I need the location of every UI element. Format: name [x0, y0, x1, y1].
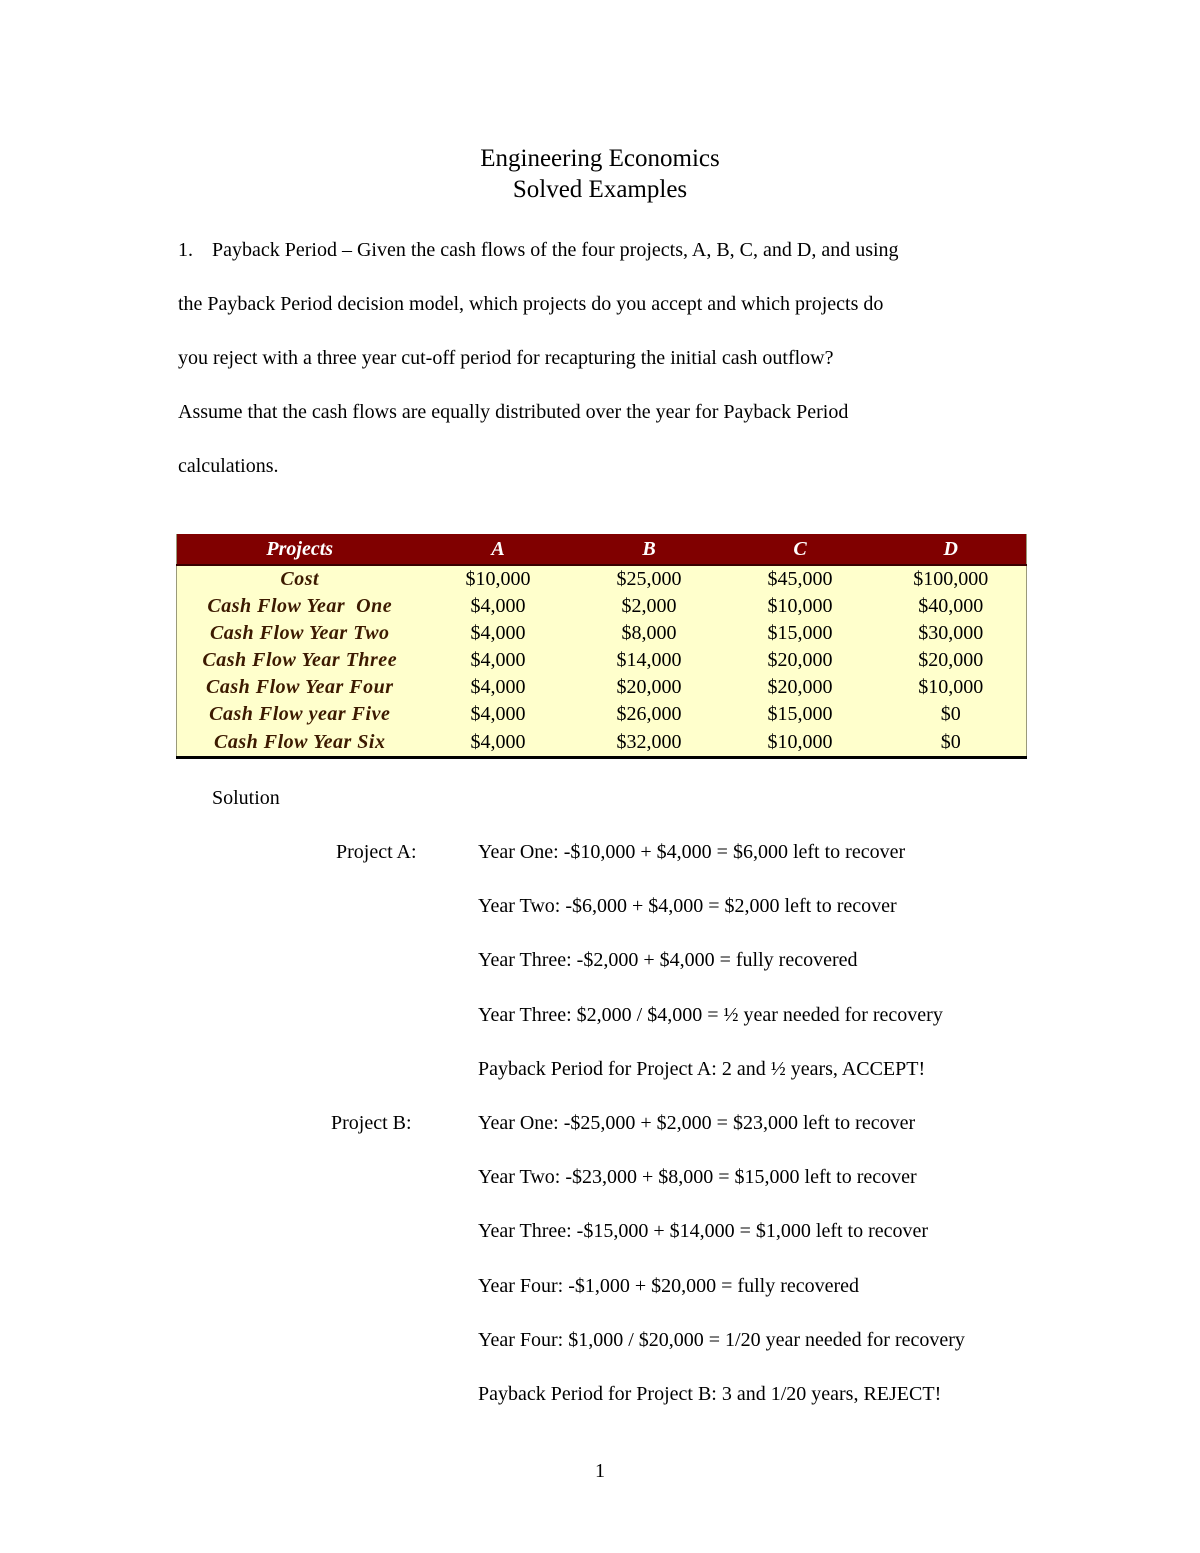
header-project-d: D — [876, 534, 1027, 565]
solution-step: Year Two: -$23,000 + $8,000 = $15,000 left to recover — [478, 1166, 917, 1189]
table-cell: $8,000 — [621, 622, 677, 644]
table-row — [177, 565, 1027, 593]
question-text: Payback Period – Given the cash flows of the four projects, A, B, C, and D, and using — [212, 239, 899, 261]
table-cell: $40,000 — [918, 595, 984, 617]
row-label: Cash Flow Year Three — [202, 649, 398, 671]
solution-step: Payback Period for Project A: 2 and ½ years, ACCEPT! — [478, 1057, 926, 1080]
table-cell: $2,000 — [621, 595, 677, 617]
table-row — [177, 674, 1027, 701]
table-cell: $10,000 — [465, 568, 531, 590]
table-cell: $0 — [940, 730, 961, 753]
table-cell: $4,000 — [470, 730, 526, 753]
table-cell: $45,000 — [767, 568, 833, 590]
page-number: 1 — [595, 1460, 605, 1482]
table-cell: $4,000 — [470, 649, 526, 671]
solution-step: Year One: -$10,000 + $4,000 = $6,000 left to recover — [478, 841, 906, 863]
solution-step: Year Four: -$1,000 + $20,000 = fully recovered — [478, 1274, 860, 1297]
table-cell: $26,000 — [616, 703, 682, 725]
table-cell: $4,000 — [470, 676, 526, 698]
solution-step: Year Four: $1,000 / $20,000 = 1/20 year needed for recovery — [478, 1328, 965, 1351]
row-label: Cash Flow Year Two — [209, 622, 390, 644]
table-cell: $0 — [940, 703, 961, 725]
table-cell: $20,000 — [767, 676, 833, 698]
table-cell: $4,000 — [470, 703, 526, 725]
question-number: 1. — [178, 239, 193, 261]
question-line — [178, 233, 1038, 287]
table-cell: $15,000 — [767, 622, 833, 644]
row-label: Cost — [280, 568, 320, 590]
table-cell: $10,000 — [767, 730, 833, 753]
solution-step: Year Three: $2,000 / $4,000 = ½ year needed for recovery — [478, 1003, 943, 1026]
table-cell: $32,000 — [616, 730, 682, 753]
question-line: Assume that the cash flows are equally distributed over the year for Payback Period — [178, 401, 849, 423]
table-cell: $25,000 — [616, 568, 682, 590]
header-projects: Projects — [177, 534, 423, 565]
table-row — [177, 620, 1027, 647]
solution-step: Year One: -$25,000 + $2,000 = $23,000 left to recover — [478, 1112, 916, 1134]
table-header-row — [177, 534, 1027, 565]
solution-heading: Solution — [212, 787, 280, 809]
table-cell: $14,000 — [616, 649, 682, 671]
table-cell: $20,000 — [616, 676, 682, 698]
solution-step: Year Three: -$2,000 + $4,000 = fully recovered — [478, 949, 858, 972]
table-cell: $4,000 — [470, 622, 526, 644]
solution-step: Year Two: -$6,000 + $4,000 = $2,000 left to recover — [478, 895, 897, 918]
table-row — [177, 701, 1027, 728]
question-line: the Payback Period decision model, which projects do you accept and which projects do — [178, 293, 884, 315]
question-paragraph — [178, 233, 1038, 503]
table-cell: $20,000 — [918, 649, 984, 671]
table-row — [177, 593, 1027, 620]
project-a-steps — [478, 838, 943, 1109]
header-project-c: C — [725, 534, 876, 565]
table-cell: $100,000 — [913, 568, 989, 590]
table-cell: $10,000 — [767, 595, 833, 617]
project-b-label: Project B: — [331, 1112, 412, 1134]
table-cell: $10,000 — [918, 676, 984, 698]
question-line: calculations. — [178, 455, 279, 477]
project-a-label: Project A: — [336, 841, 417, 863]
header-project-b: B — [574, 534, 725, 565]
document-title: Engineering Economics — [480, 145, 720, 172]
project-b-steps — [478, 1109, 965, 1434]
row-label: Cash Flow year Five — [209, 703, 391, 725]
question-line: you reject with a three year cut-off period for recapturing the initial cash outflow? — [178, 347, 834, 369]
row-label: Cash Flow Year Six — [214, 730, 386, 753]
cash-flow-table — [176, 534, 1027, 759]
solution-step: Year Three: -$15,000 + $14,000 = $1,000 left to recover — [478, 1220, 929, 1243]
document-subtitle: Solved Examples — [512, 176, 688, 203]
table-row — [177, 728, 1027, 758]
solution-step: Payback Period for Project B: 3 and 1/20 years, REJECT! — [478, 1382, 942, 1405]
row-label: Cash Flow Year One — [207, 595, 393, 617]
header-project-a: A — [423, 534, 574, 565]
table-cell: $30,000 — [918, 622, 984, 644]
table-cell: $20,000 — [767, 649, 833, 671]
row-label: Cash Flow Year Four — [205, 676, 394, 698]
table-row — [177, 647, 1027, 674]
table-cell: $4,000 — [470, 595, 526, 617]
table-cell: $15,000 — [767, 703, 833, 725]
